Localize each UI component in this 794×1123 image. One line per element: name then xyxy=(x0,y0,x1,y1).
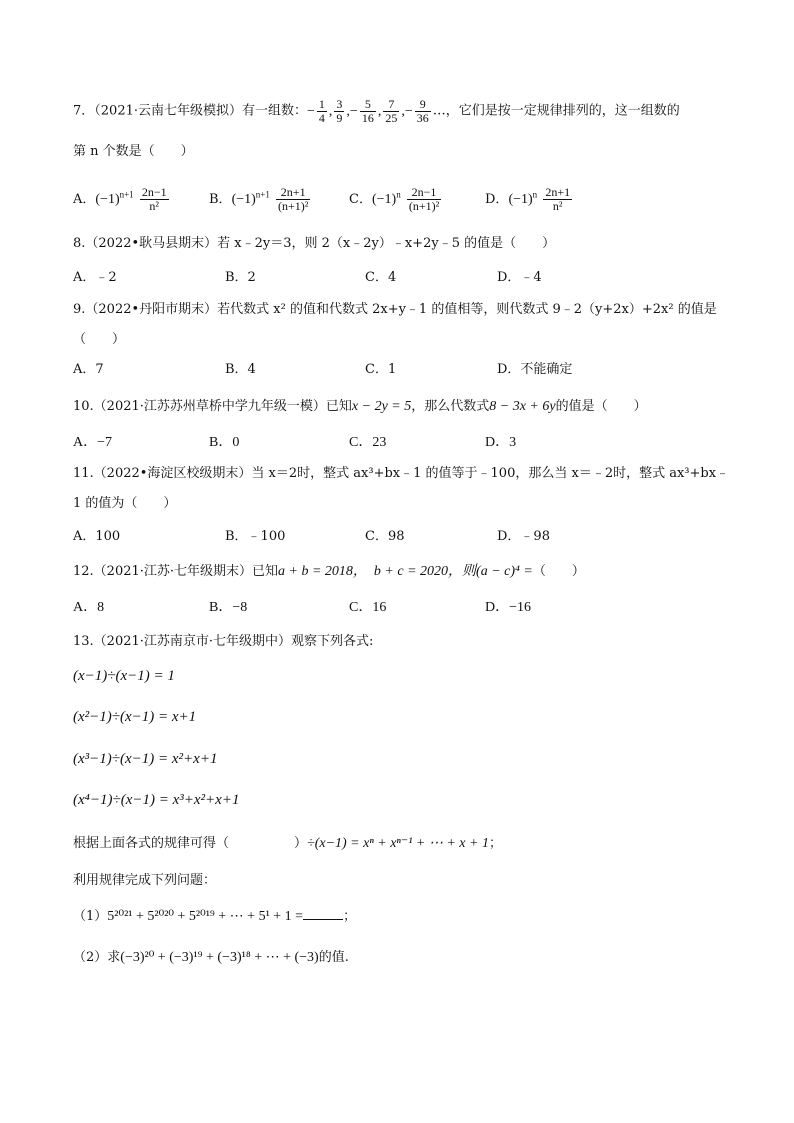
q7-sequence-fraction: ,− $\frac{9}{36}$ xyxy=(401,97,429,125)
q12-option-d[interactable]: D．−16 xyxy=(485,600,532,615)
q13-equation-3: (x³−1)÷(x−1) = x²+x+1 xyxy=(73,751,218,767)
q13-part-2-expression: (−3)²⁰ + (−3)¹⁹ + (−3)¹⁸ + ⋯ + (−3) xyxy=(120,950,319,965)
q13-equation-4: (x⁴−1)÷(x−1) = x³+x²+x+1 xyxy=(73,792,240,808)
q12-option-c[interactable]: C．16 xyxy=(349,600,387,615)
q10-expression-1: x − 2y = 5 xyxy=(351,399,412,414)
q7-option-d[interactable]: D．$(-1)^n$ $\frac{2n+1}{\text{n²}}$ xyxy=(485,185,571,213)
q13-intro: 13.（2021·江苏南京市·七年级期中）观察下列各式: xyxy=(73,634,374,649)
q13-rule-expression: ÷(x−1) = xⁿ + xⁿ⁻¹ + ⋯ + x + 1 xyxy=(307,836,489,851)
q9-option-a[interactable]: A．7 xyxy=(73,362,104,377)
q7-sequence-fraction: ,− $\frac{5}{16}$ xyxy=(346,97,374,125)
q12-stem: 12.（2021·江苏·七年级期末）已知a + b = 2018， b + c = 2020，则(a − c)⁴ =（ ） xyxy=(73,564,585,579)
q7-option-d-fraction: $\frac{2n+1}{\text{n²}}$ xyxy=(545,185,571,213)
q11-stem-line2: 1 的值为（ ） xyxy=(73,496,177,511)
q13-equation-1: (x−1)÷(x−1) = 1 xyxy=(73,668,175,684)
q7-sequence-fraction: , $\frac{3}{9}$ xyxy=(328,97,343,125)
q13-part-1: （1）5²⁰²¹ + 5²⁰²⁰ + 5²⁰¹⁹ + ⋯ + 5¹ + 1 = ； xyxy=(73,909,357,924)
q7-prefix: 7．（2021·云南七年级模拟）有一组数： xyxy=(73,103,307,119)
q13-equation-2: (x²−1)÷(x−1) = x+1 xyxy=(73,709,197,725)
q11-option-b[interactable]: B．﹣100 xyxy=(225,529,286,544)
q12-option-b[interactable]: B．−8 xyxy=(209,600,248,615)
q10-option-d[interactable]: D．3 xyxy=(485,435,517,450)
q7-option-c[interactable]: C．$(-1)^n$ $\frac{2n-1}{\text{(n+1)²}}$ xyxy=(349,185,440,213)
q11-option-d[interactable]: D．﹣98 xyxy=(497,529,550,544)
q10-option-b[interactable]: B．0 xyxy=(209,435,240,450)
q13-rule: 根据上面各式的规律可得（ ）÷(x−1) = xⁿ + xⁿ⁻¹ + ⋯ + x + 1； xyxy=(73,836,502,851)
q11-option-c[interactable]: C．98 xyxy=(365,529,405,544)
q10-option-c[interactable]: C．23 xyxy=(349,435,387,450)
q7-option-b-fraction: $\frac{2n+1}{\text{(n+1)²}}$ xyxy=(278,185,309,213)
q11-stem-line1: 11.（2022•海淀区校级期末）当 x＝2时，整式 ax³+bx﹣1 的值等于﹣100，那么当 x＝﹣2时，整式 ax³+bx﹣ xyxy=(73,466,730,481)
q7-sequence xyxy=(307,97,433,125)
q7-option-a-fraction: $\frac{2n-1}{\text{n²}}$ xyxy=(141,185,167,213)
q12-option-a[interactable]: A．8 xyxy=(73,600,105,615)
q8-option-a[interactable]: A．﹣2 xyxy=(73,270,117,285)
q7-sequence-fraction: − $\frac{1}{4}$ xyxy=(307,97,325,125)
q13-part-2: （2）求(−3)²⁰ + (−3)¹⁹ + (−3)¹⁸ + ⋯ + (−3)的值. xyxy=(73,950,349,965)
q8-option-d[interactable]: D．﹣4 xyxy=(497,270,542,285)
q13-task: 利用规律完成下列问题： xyxy=(73,873,217,888)
q11-option-a[interactable]: A．100 xyxy=(73,529,121,544)
q7-option-c-fraction: $\frac{2n-1}{\text{(n+1)²}}$ xyxy=(408,185,440,213)
q10-expression-2: 8 − 3x + 6y xyxy=(489,399,556,414)
q7-sequence-fraction: , $\frac{7}{25}$ xyxy=(377,97,398,125)
answer-blank[interactable] xyxy=(303,907,343,920)
q9-option-b[interactable]: B．4 xyxy=(225,362,256,377)
q7-suffix: …，它们是按一定规律排列的，这一组数的 xyxy=(432,103,680,119)
q7-option-a[interactable]: A．$(-1)^{n+1}$ $\frac{2n-1}{\text{n²}}$ xyxy=(73,185,167,213)
q7-option-b[interactable]: B．$(-1)^{n+1}$ $\frac{2n+1}{\text{(n+1)²}}$ xyxy=(209,185,309,213)
q9-option-c[interactable]: C．1 xyxy=(365,362,397,377)
q10-option-a[interactable]: A．−7 xyxy=(73,435,113,450)
q9-option-d[interactable]: D．不能确定 xyxy=(497,362,573,377)
q12-expression: a + b = 2018， b + c = 2020，则(a − c)⁴ = xyxy=(278,564,533,579)
q8-stem: 8.（2022•耿马县期末）若 x﹣2y＝3，则 2（x﹣2y）﹣x+2y﹣5 的值是（ ） xyxy=(73,236,556,251)
q10-stem: 10.（2021·江苏苏州草桥中学九年级一模）已知x − 2y = 5，那么代数式8 − 3x + 6y的值是（ ） xyxy=(73,399,647,414)
q13-part-1-expression: 5²⁰²¹ + 5²⁰²⁰ + 5²⁰¹⁹ + ⋯ + 5¹ + 1 = xyxy=(107,909,304,924)
q7-line2: 第 n 个数是（ ） xyxy=(73,144,194,159)
q8-option-c[interactable]: C．4 xyxy=(365,270,397,285)
q9-stem-line2: （ ） xyxy=(73,332,126,347)
q8-option-b[interactable]: B．2 xyxy=(225,270,256,285)
q7-line1 xyxy=(73,98,680,125)
q9-stem-line1: 9.（2022•丹阳市期末）若代数式 x² 的值和代数式 2x+y﹣1 的值相等，则代数式 9﹣2（y+2x）+2x² 的值是 xyxy=(73,302,717,317)
